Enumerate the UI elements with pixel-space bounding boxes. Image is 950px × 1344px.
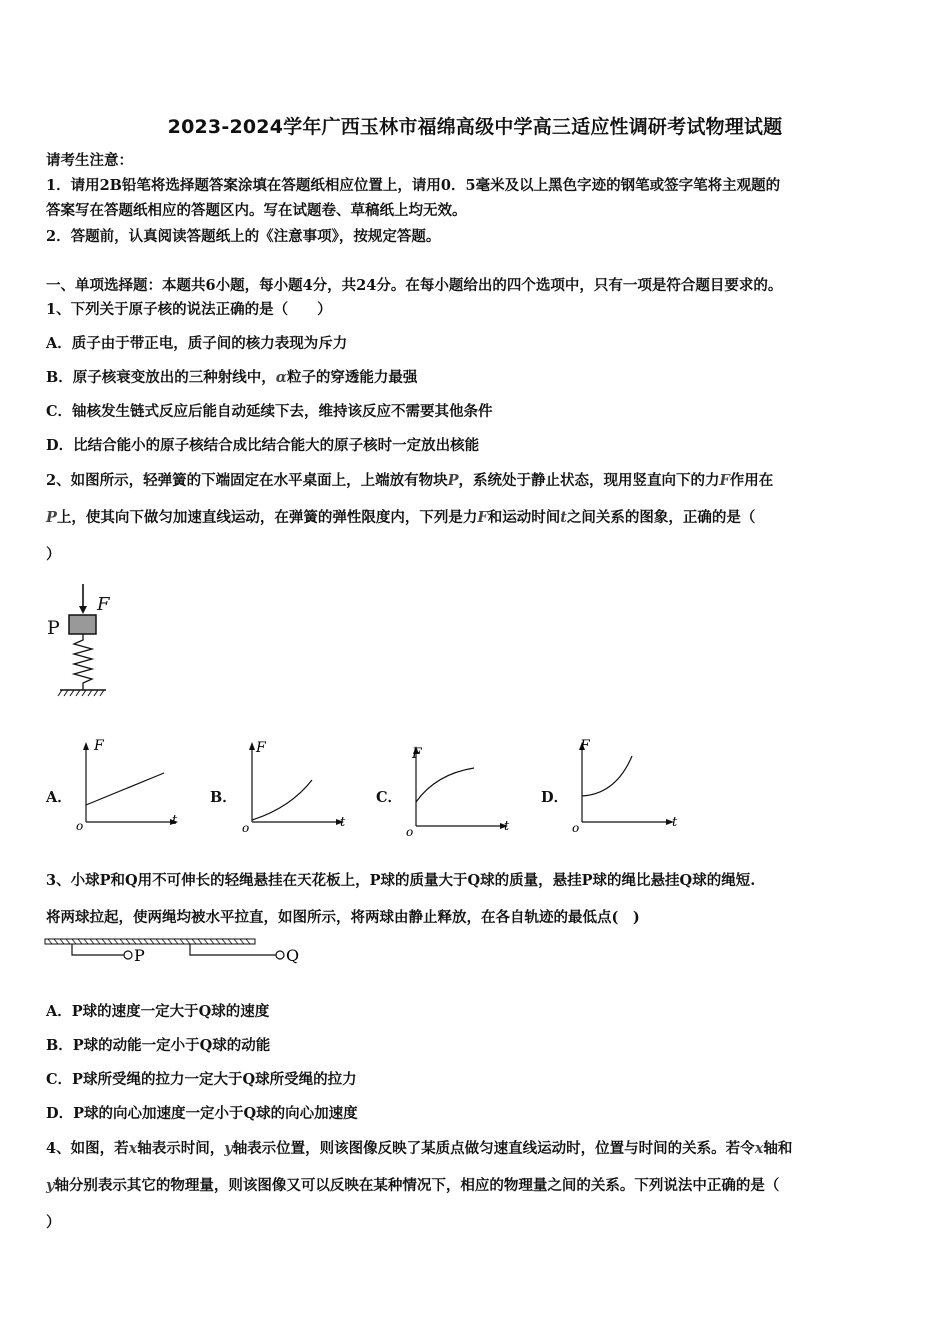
q3-option-b: B．P球的动能一定小于Q球的动能 — [46, 1037, 271, 1054]
q2-text-6: 之间关系的图象，正确的是（ — [566, 509, 756, 526]
q3-option-d: D．P球的向心加速度一定小于Q球的向心加速度 — [46, 1105, 358, 1122]
x-label: t — [172, 813, 178, 828]
rope-p — [72, 944, 124, 955]
origin-label: o — [406, 825, 414, 839]
x-label: t — [340, 815, 346, 830]
q2-text-2: ，系统处于静止状态，现用竖直向下的力 — [458, 472, 720, 489]
force-label: F — [97, 594, 110, 615]
notice-line-1: 1．请用2B铅笔将选择题答案涂填在答题纸相应位置上，请用0．5毫米及以上黑色字迹的钢笔或签字笔将主观题的 — [46, 177, 781, 194]
origin-label: o — [242, 821, 250, 835]
symbol-y: y — [224, 1140, 233, 1157]
ball-p — [124, 951, 132, 959]
symbol-t: t — [560, 509, 567, 526]
y-label: F — [580, 738, 590, 754]
q4-text-3: 轴表示位置，则该图像反映了某质点做匀速直线运动时，位置与时间的关系。若令 — [232, 1140, 755, 1157]
notice-line-1-cont: 答案写在答题纸相应的答题区内。写在试题卷、草稿纸上均无效。 — [46, 202, 467, 219]
q2-option-a-label: A． — [46, 789, 72, 806]
x-label: t — [672, 815, 678, 830]
curve-concave-down — [416, 768, 474, 802]
q1-option-d: D．比结合能小的原子核结合成比结合能大的原子核时一定放出核能 — [46, 437, 480, 454]
y-label: F — [412, 746, 422, 762]
q1-option-a: A．质子由于带正电，质子间的核力表现为斥力 — [46, 335, 348, 352]
origin-label: o — [76, 819, 84, 833]
graph-a — [72, 736, 192, 836]
symbol-p: P — [447, 472, 459, 489]
spring — [74, 634, 92, 690]
notice-line-2: 2．答题前，认真阅读答题纸上的《注意事项》，按规定答题。 — [46, 228, 441, 245]
page-title: 2023-2024学年广西玉林市福绵高级中学高三适应性调研考试物理试题 — [167, 116, 783, 138]
graph-d — [568, 736, 688, 836]
q2-option-b-label: B． — [210, 789, 237, 806]
q2-stem-line-3: ） — [46, 546, 61, 563]
q3-option-c: C．P球所受绳的拉力一定大于Q球所受绳的拉力 — [46, 1071, 357, 1088]
y-arrow — [83, 742, 89, 750]
q2-stem-line-1 — [46, 471, 773, 491]
q4-stem-line-2 — [46, 1176, 779, 1196]
ball-p-label: P — [134, 946, 145, 965]
section-heading: 一、单项选择题：本题共6小题，每小题4分，共24分。在每小题给出的四个选项中，只有一项是符合题目要求的。 — [46, 277, 783, 294]
q4-stem-line-3: ） — [46, 1214, 61, 1231]
curve-offset-concave-up — [582, 756, 632, 796]
q1-option-b-post: 粒子的穿透能力最强 — [286, 369, 418, 386]
q2-stem-line-2 — [46, 508, 755, 528]
ground-hatch — [58, 690, 104, 696]
q2-text-1: 2、如图所示，轻弹簧的下端固定在水平桌面上，上端放有物块 — [46, 472, 448, 489]
q1-option-b-pre: B．原子核衰变放出的三种射线中， — [46, 369, 276, 386]
block-label: P — [47, 617, 60, 639]
symbol-f: F — [477, 509, 488, 526]
ball-q-label: Q — [286, 946, 300, 965]
q2-text-4: 上，使其向下做匀加速直线运动，在弹簧的弹性限度内，下列是力 — [56, 509, 478, 526]
q2-option-d-label: D． — [541, 789, 569, 806]
curve-concave-up — [252, 780, 312, 820]
graph-c — [402, 740, 522, 840]
q3-option-a: A．P球的速度一定大于Q球的速度 — [46, 1003, 270, 1020]
curve-linear — [86, 773, 164, 805]
q2-option-c-label: C． — [376, 789, 403, 806]
alpha-symbol: α — [275, 369, 287, 386]
q4-text-1: 4、如图，若 — [46, 1140, 129, 1157]
block-p — [69, 615, 96, 634]
y-arrow — [249, 742, 255, 750]
x-label: t — [504, 819, 510, 834]
q1-option-b — [46, 368, 417, 388]
q1-stem: 1、下列关于原子核的说法正确的是（ ） — [46, 301, 332, 318]
symbol-y: y — [46, 1177, 55, 1194]
force-arrow-head — [79, 606, 87, 614]
q4-text-5: 轴分别表示其它的物理量，则该图像又可以反映在某种情况下，相应的物理量之间的关系。下列说法中正确的是（ — [54, 1177, 780, 1194]
y-label: F — [256, 740, 266, 756]
q4-stem-line-1 — [46, 1139, 792, 1159]
q4-text-2: 轴表示时间， — [137, 1140, 225, 1157]
spring-block-figure — [40, 582, 130, 704]
q2-text-3: 作用在 — [729, 472, 774, 489]
symbol-f: F — [719, 472, 730, 489]
graph-b — [238, 736, 358, 836]
q3-stem-line-1: 3、小球P和Q用不可伸长的轻绳悬挂在天花板上，P球的质量大于Q球的质量，悬挂P球的绳比悬挂Q球的绳短. — [46, 872, 756, 889]
q3-stem-line-2: 将两球拉起，使两绳均被水平拉直，如图所示，将两球由静止释放，在各自轨迹的最低点( ) — [46, 909, 640, 926]
notice-heading: 请考生注意： — [46, 152, 133, 169]
q1-option-c: C．铀核发生链式反应后能自动延续下去，维持该反应不需要其他条件 — [46, 403, 493, 420]
origin-label: o — [572, 821, 580, 835]
rope-q — [190, 944, 276, 955]
pendulum-figure — [44, 938, 314, 970]
q2-text-5: 和运动时间 — [487, 509, 561, 526]
ball-q — [276, 951, 284, 959]
symbol-p: P — [46, 509, 57, 526]
y-label: F — [94, 738, 104, 754]
symbol-x: x — [128, 1140, 138, 1157]
symbol-x: x — [754, 1140, 764, 1157]
q4-text-4: 轴和 — [763, 1140, 793, 1157]
